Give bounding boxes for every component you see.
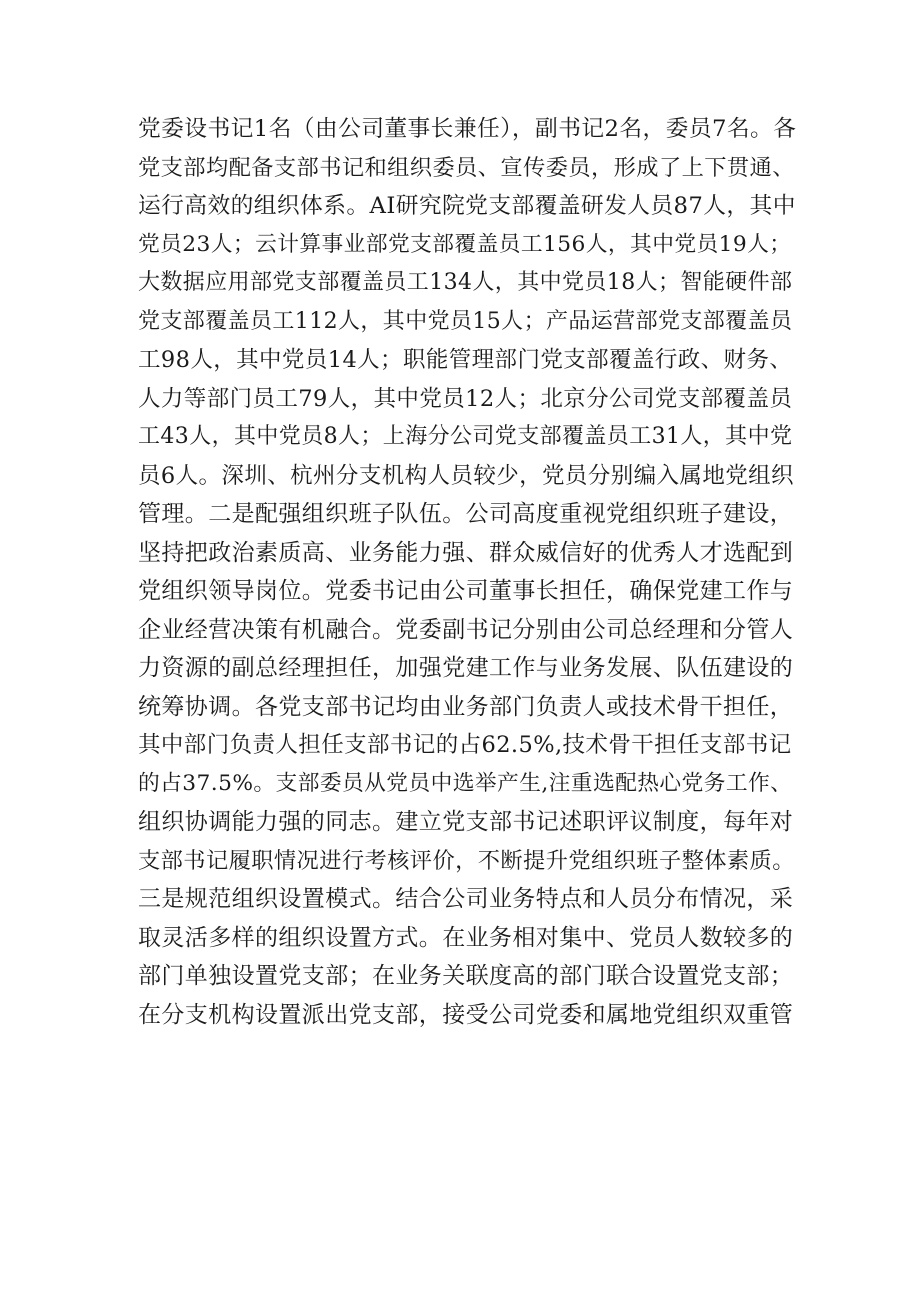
text-line: 其中部门负责人担任支部书记的占62.5%,技术骨干担任支部书记 (138, 732, 792, 758)
text-line: 三是规范组织设置模式。结合公司业务特点和人员分布情况，采 (138, 886, 794, 912)
text-line: 工43人，其中党员8人；上海分公司党支部覆盖员工31人，其中党 (138, 424, 793, 449)
text-line: 员6人。深圳、杭州分支机构人员较少，党员分别编入属地党组织 (138, 462, 794, 489)
text-line: 党支部覆盖员工112人，其中党员15人；产品运营部党支部覆盖员 (138, 308, 793, 334)
text-line: 取灵活多样的组织设置方式。在业务相对集中、党员人数较多的 (138, 924, 794, 951)
text-line: 工98人，其中党员14人；职能管理部门党支部覆盖行政、财务、 (138, 347, 793, 373)
text-line: 党员23人；云计算事业部党支部覆盖员工156人，其中党员19人； (138, 231, 792, 257)
text-line: 大数据应用部党支部覆盖员工134人，其中党员18人；智能硬件部 (138, 270, 793, 295)
text-line: 人力等部门员工79人，其中党员12人；北京分公司党支部覆盖员 (138, 385, 793, 412)
text-line: 党委设书记1名（由公司董事长兼任），副书记2名，委员7名。各 (138, 116, 797, 142)
body-paragraph (138, 110, 798, 1034)
text-line: 力资源的副总经理担任，加强党建工作与业务发展、队伍建设的 (138, 655, 794, 681)
text-line: 运行高效的组织体系。AI研究院党支部覆盖研发人员87人，其中 (138, 193, 796, 219)
text-line: 坚持把政治素质高、业务能力强、群众威信好的优秀人才选配到 (138, 539, 794, 566)
text-line: 支部书记履职情况进行考核评价，不断提升党组织班子整体素质。 (138, 847, 795, 874)
text-line: 的占37.5%。支部委员从党员中选举产生,注重选配热心党务工作、 (138, 770, 793, 796)
text-line: 党组织领导岗位。党委书记由公司董事长担任，确保党建工作与 (138, 578, 794, 604)
text-line: 党支部均配备支部书记和组织委员、宣传委员，形成了上下贯通、 (138, 154, 795, 181)
text-line: 企业经营决策有机融合。党委副书记分别由公司总经理和分管人 (138, 616, 794, 643)
text-line: 统筹协调。各党支部书记均由业务部门负责人或技术骨干担任， (138, 693, 794, 720)
text-line: 部门单独设置党支部；在业务关联度高的部门联合设置党支部； (138, 963, 794, 989)
text-line: 在分支机构设置派出党支部，接受公司党委和属地党组织双重管 (138, 1001, 794, 1028)
text-line: 组织协调能力强的同志。建立党支部书记述职评议制度，每年对 (138, 809, 794, 835)
text-line: 管理。二是配强组织班子队伍。公司高度重视党组织班子建设， (138, 501, 794, 527)
